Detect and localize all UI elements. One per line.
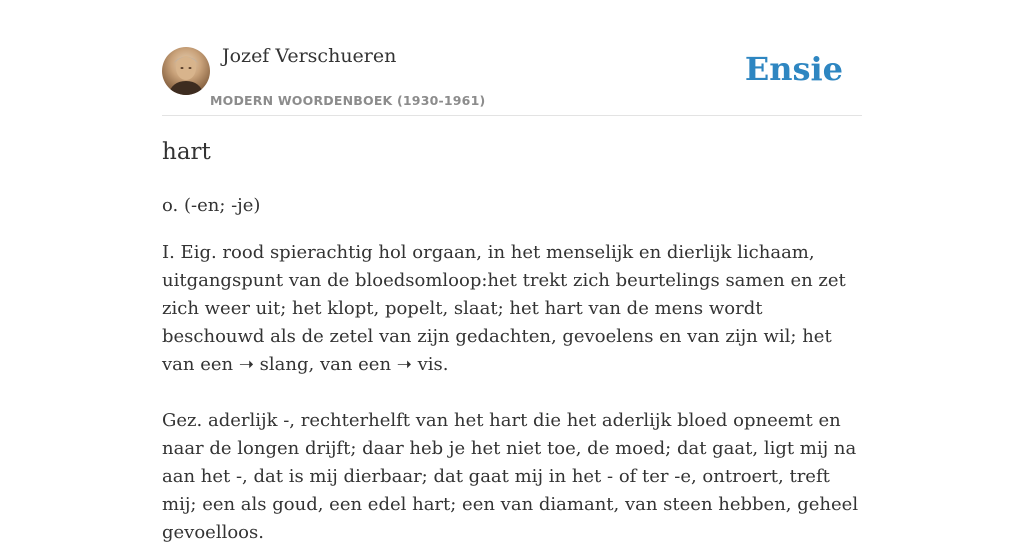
definition-paragraph-1 <box>162 239 862 379</box>
definition-paragraph-2: Gez. aderlijk -, rechterhelft van het hart die het aderlijk bloed opneemt en naar de longen drijft; daar heb je het niet toe, de moed; dat gaat, ligt mij na aan het -, dat is mij dierbaar; dat gaat mij in het - of ter -e, ontroert, treft mij; een als goud, een edel hart; een van diamant, van steen hebben, geheel gevoelloos. <box>162 410 859 543</box>
definition-text: I. Eig. rood spierachtig hol orgaan, in het menselijk en dierlijk lichaam, uitgangspunt van de bloedsomloop:het trekt zich beurtelings samen en zet zich weer uit; het klopt, popelt, slaat; het hart van de mens wordt beschouwd als de zetel van zijn gedachten, gevoelens en van zijn wil; het van een <box>162 242 846 375</box>
author-name[interactable]: Jozef Verschueren <box>222 45 397 67</box>
site-logo[interactable]: Ensie <box>744 50 843 88</box>
definition-text: , van een <box>308 354 397 375</box>
entry-title: hart <box>162 139 211 165</box>
entry-grammar: o. (-en; -je) <box>162 195 261 216</box>
definition-text: . <box>442 354 449 375</box>
link-vis[interactable]: ➝ vis <box>396 354 443 375</box>
author-avatar <box>162 47 210 95</box>
link-slang[interactable]: ➝ slang <box>238 354 309 375</box>
entry-definition <box>162 239 862 547</box>
source-label[interactable]: MODERN WOORDENBOEK (1930-1961) <box>210 93 486 108</box>
header-divider <box>162 115 862 116</box>
